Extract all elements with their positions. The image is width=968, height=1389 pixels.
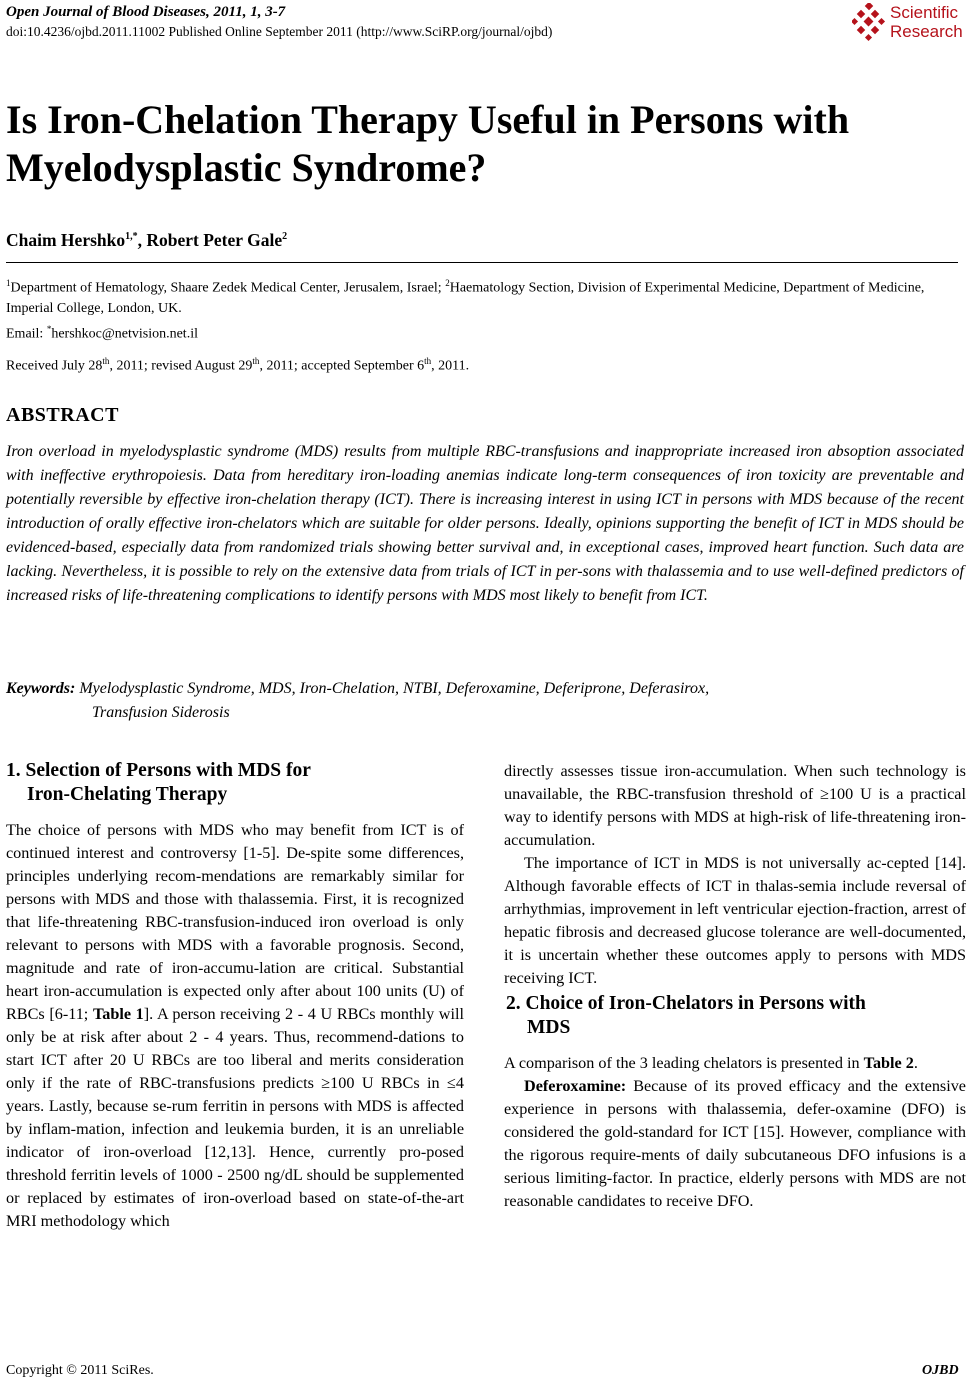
- logo-mosaic-icon: [852, 3, 888, 43]
- email-link[interactable]: hershkoc@netvision.net.il: [51, 326, 198, 342]
- table-2-reference[interactable]: Table 2: [863, 1054, 914, 1072]
- section-1-body-right: directly assesses tissue iron-accumulation. When such technology is unavailable, the RBC-transfusion threshold of ≥100 U is a practical way to identify persons with MDS at high-risk of life-threatening iron-accumulation. The importance of ICT in MDS is not universally ac-cepted [14]. Although favorable effects of ICT in thalas-semia include reversal of arrhythmias, improvement in left ventricular ejection-fraction, arrest of hepatic fibrosis and decreased glucose tolerance are well-documented, it is uncertain whether these outcomes apply to persons with MDS receiving ICT.: [504, 762, 966, 987]
- author-name: Robert Peter Gale: [146, 230, 283, 250]
- keywords-label: Keywords:: [6, 680, 76, 697]
- author-affiliation-mark: 1,*: [125, 231, 138, 243]
- doi-line: doi:10.4236/ojbd.2011.11002 Published Online September 2011 (http://www.SciRP.org/journal/ojbd): [6, 24, 553, 39]
- publication-dates: Received July 28th, 2011; revised August 29th, 2011; accepted September 6th, 2011.: [6, 356, 470, 374]
- logo-text: Scientific Research: [890, 3, 963, 41]
- section-2-body: A comparison of the 3 leading chelators is presented in Table 2. Deferoxamine: Because of its proved efficacy and the extensive experience in persons with thalassemia, defer-oxamine (DFO) is considered the gold-standard for ICT [15]. However, compliance with the rigorous require-ments of daily subcutaneous DFO infusions is a serious limiting-factor. In practice, elderly persons with MDS are not reasonable candidates to receive DFO.: [504, 1054, 966, 1210]
- header-divider: [6, 262, 958, 263]
- author-list: Chaim Hershko$^{1,*}$, Robert Peter Gale$^2$: [6, 230, 288, 250]
- abstract-text: Iron overload in myelodysplastic syndrome (MDS) results from multiple RBC-transfusions and inappropriate increased iron absoption associated with ineffective erythropoiesis. Data from hereditary iron-loading anemias indicate long-term consequences of iron toxicity are preventable and potentially reversible by effective iron-chelation therapy (ICT). There is increasing interest in using ICT in persons with MDS because of the recent introduction of orally effective iron-chelators which are suitable for older persons. Ideally, opinions supporting the benefit of ICT in MDS should be evidenced-based, especially data from randomized trials showing better survival and, in exceptional cases, improved heart function. Such data are lacking. Nevertheless, it is possible to rely on the extensive data from trials of ICT in per-sons with thalassemia and to use well-defined predictors of increased risks of life-threatening complications to identify persons with MDS most likely to benefit from ICT.: [6, 443, 964, 604]
- section-1-heading: 1. Selection of Persons with MDS for Iron-Chelating Therapy: [6, 760, 311, 805]
- footer-copyright: Copyright © 2011 SciRes.: [6, 1363, 154, 1378]
- section-1-body-left: The choice of persons with MDS who may benefit from ICT is of continued interest and controversy [1-5]. De-spite some differences, principles underlying recom-mendations are remarkably similar for persons with MDS and those with thalassemia. First, it is recognized that life-threatening RBC-transfusion-induced iron overload is only relevant to persons with MDS with a favorable prognosis. Second, magnitude and rate of iron-accumu-lation are critical. Substantial heart iron-accumulation is expected only after about 100 units (U) of RBCs [6-11; Table 1]. A person receiving 2 - 4 U RBCs monthly will only be at risk after about 2 - 4 years. Thus, recommend-dations to start ICT after 20 U RBCs are too liberal and merits consideration only if the rate of RBC-transfusions predicts ≥100 U RBCs in ≤4 years. Lastly, because se-rum ferritin in persons with MDS is affected by inflam-mation, infection and leukemia burden, it is an unreliable indicator of iron-overload [12,13]. Hence, currently pro-posed threshold ferritin levels of 1000 - 2500 ng/dL should be supplemented or replaced by estimates of iron-overload based on state-of-the-art MRI methodology which: [6, 821, 464, 1230]
- footer-journal-abbr: OJBD: [922, 1363, 959, 1378]
- keywords: Keywords: Myelodysplastic Syndrome, MDS, Iron-Chelation, NTBI, Deferoxamine, Deferiprone, Deferasirox, Transfusion Siderosis: [6, 680, 710, 721]
- abstract-heading: ABSTRACT: [6, 404, 119, 426]
- table-1-reference[interactable]: Table 1: [92, 1005, 144, 1023]
- author-name: Chaim Hershko: [6, 230, 126, 250]
- deferoxamine-label: Deferoxamine:: [524, 1077, 627, 1095]
- section-2-heading: 2. Choice of Iron-Chelators in Persons with MDS: [506, 993, 866, 1038]
- affiliations: $^1$Department of Hematology, Shaare Zedek Medical Center, Jerusalem, Israel; $^2$Haematology Section, Division of Experimental Medicine, Department of Medicine, Imperial College, London, UK. Email: *hershkoc@netvision.net.il: [6, 278, 925, 342]
- journal-citation: Open Journal of Blood Diseases, 2011, 1, 3-7: [6, 4, 286, 20]
- article-title: Is Iron-Chelation Therapy Useful in Persons with Myelodysplastic Syndrome?: [6, 97, 850, 190]
- publisher-logo: [852, 3, 966, 45]
- author-affiliation-mark: 2: [282, 231, 288, 243]
